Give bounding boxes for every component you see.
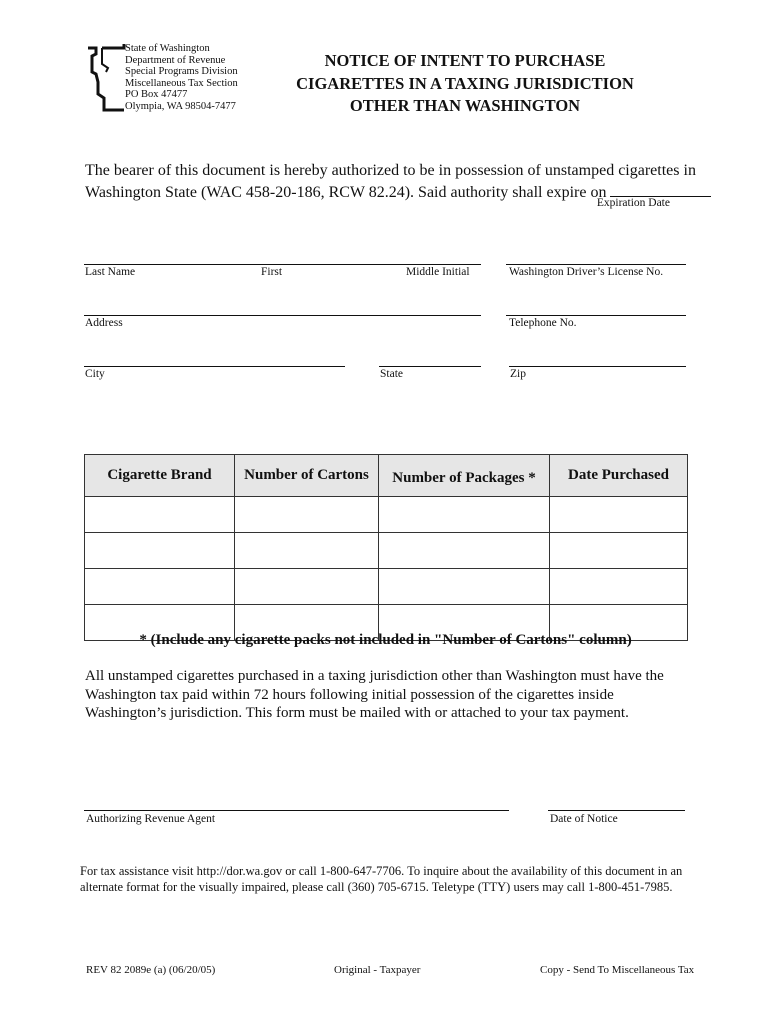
column-header-brand: Cigarette Brand <box>85 455 235 497</box>
body-line: Washington tax paid within 72 hours following initial possession of the cigarettes inside <box>85 686 614 703</box>
packages-cell[interactable] <box>379 533 550 569</box>
date-cell[interactable] <box>550 497 688 533</box>
brand-cell[interactable] <box>85 533 235 569</box>
title-line: OTHER THAN WASHINGTON <box>349 96 581 115</box>
column-header-cartons: Number of Cartons <box>235 455 379 497</box>
expiration-date-label: Expiration Date <box>596 197 670 209</box>
form-title <box>280 50 650 118</box>
name-field-line[interactable] <box>84 264 481 265</box>
address-label: Address <box>85 317 123 329</box>
address-field-line[interactable] <box>84 315 481 316</box>
expiration-date-field[interactable] <box>610 181 711 197</box>
intro-line: The bearer of this document is hereby authorized to be in possession of unstamped cigarettes in <box>85 162 696 179</box>
body-line: All unstamped cigarettes purchased in a taxing jurisdiction other than Washington must have the <box>85 668 664 684</box>
assistance-line: For tax assistance visit http://dor.wa.gov or call 1-800-647-7706. To inquire about the availability of this document in an <box>80 864 683 878</box>
cartons-cell[interactable] <box>235 533 379 569</box>
packages-cell[interactable] <box>379 497 550 533</box>
telephone-field-line[interactable] <box>506 315 686 316</box>
agency-line: State of Washington <box>125 43 210 54</box>
assistance-info <box>80 863 720 895</box>
table-row <box>85 569 688 605</box>
purchase-table <box>84 454 688 641</box>
zip-label: Zip <box>510 368 526 380</box>
notice-date-label: Date of Notice <box>550 813 618 825</box>
agency-address-block <box>125 43 238 113</box>
packages-cell[interactable] <box>379 569 550 605</box>
packages-note: * (Include any cigarette packs not included in "Number of Cartons" column) <box>139 632 632 648</box>
city-label: City <box>85 368 105 380</box>
table-row <box>85 533 688 569</box>
agency-line: Olympia, WA 98504-7477 <box>125 100 236 112</box>
washington-state-logo <box>84 42 126 112</box>
table-row <box>85 497 688 533</box>
telephone-label: Telephone No. <box>509 317 577 329</box>
date-cell[interactable] <box>550 533 688 569</box>
title-line: CIGARETTES IN A TAXING JURISDICTION <box>296 73 634 93</box>
body-line: Washington’s jurisdiction. This form must be mailed with or attached to your tax payment. <box>85 705 629 721</box>
last-name-label: Last Name <box>85 266 136 278</box>
agency-line: Special Programs Division <box>125 66 238 78</box>
agency-line: Department of Revenue <box>125 54 226 66</box>
agent-label: Authorizing Revenue Agent <box>86 813 216 825</box>
title-line: NOTICE OF INTENT TO PURCHASE <box>324 51 606 70</box>
license-field-line[interactable] <box>506 264 686 265</box>
column-header-date: Date Purchased <box>550 455 688 497</box>
cartons-cell[interactable] <box>235 497 379 533</box>
state-field-line[interactable] <box>379 366 481 367</box>
brand-cell[interactable] <box>85 569 235 605</box>
copy-send-label: Copy - Send To Miscellaneous Tax <box>540 964 695 976</box>
date-cell[interactable] <box>550 569 688 605</box>
middle-initial-label: Middle Initial <box>406 266 470 278</box>
license-label: Washington Driver’s License No. <box>509 266 664 278</box>
agent-signature-line[interactable] <box>84 810 509 811</box>
column-header-packages: Number of Packages * <box>379 455 550 497</box>
assistance-line: alternate format for the visually impaired, please call (360) 705-6715. Teletype (TTY) users may call 1-800-451-7985. <box>80 880 673 894</box>
intro-line: Washington State (WAC 458-20-186, RCW 82.24). Said authority shall expire on <box>85 184 607 201</box>
notice-date-line[interactable] <box>548 810 685 811</box>
city-field-line[interactable] <box>84 366 345 367</box>
brand-cell[interactable] <box>85 497 235 533</box>
agency-line: PO Box 47477 <box>125 89 188 101</box>
copy-original-label: Original - Taxpayer <box>334 964 421 976</box>
cartons-cell[interactable] <box>235 569 379 605</box>
agency-line: Miscellaneous Tax Section <box>125 77 238 89</box>
zip-field-line[interactable] <box>509 366 686 367</box>
state-label: State <box>380 368 403 380</box>
form-number: REV 82 2089e (a) (06/20/05) <box>86 964 216 976</box>
first-name-label: First <box>261 266 283 278</box>
tax-requirement-paragraph <box>85 667 705 723</box>
